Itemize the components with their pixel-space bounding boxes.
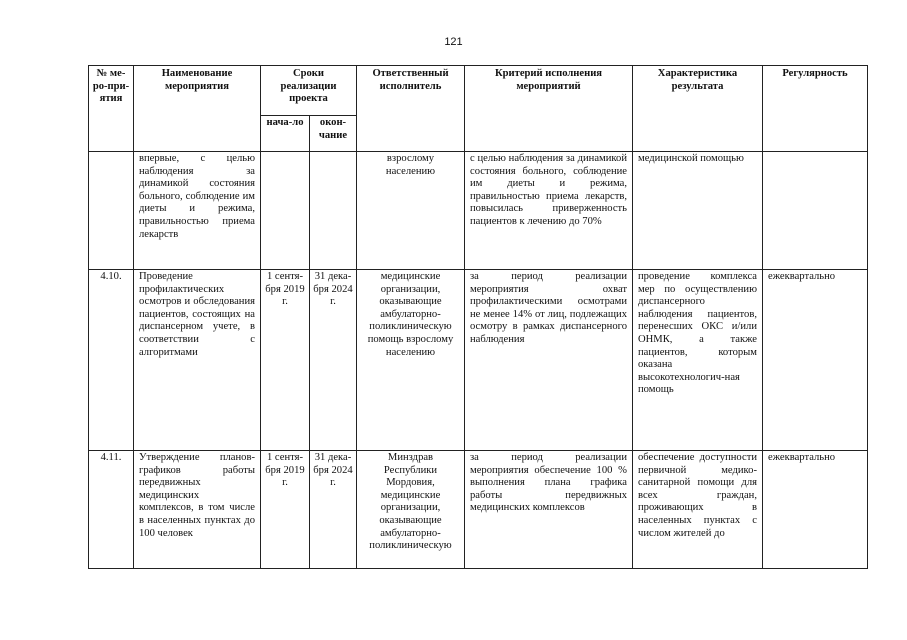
measures-table bbox=[88, 65, 868, 569]
page-number: 121 bbox=[444, 36, 463, 48]
cell-criterion: за период реализации мероприятия обеспечение 100 % выполнения плана графика работы передвижных медицинских комплексов bbox=[465, 451, 633, 569]
header-regularity: Регулярность bbox=[763, 66, 868, 152]
cell-name: Утверждение планов-графиков работы передвижных медицинских комплексов, в том числе в населенных пунктах до 100 человек bbox=[134, 451, 261, 569]
cell-end: 31 дека-бря 2024 г. bbox=[310, 270, 357, 451]
cell-result: обеспечение доступности первичной медико-санитарной помощи для всех граждан, проживающих в населенных пунктах с числом жителей до bbox=[633, 451, 763, 569]
cell-num bbox=[89, 152, 134, 270]
header-num: № ме-ро-при-ятия bbox=[89, 66, 134, 152]
header-terms: Сроки реализации проекта bbox=[261, 66, 357, 116]
cell-regularity bbox=[763, 152, 868, 270]
table-row bbox=[89, 451, 868, 569]
cell-responsible: медицинские организации, оказывающие амбулаторно-поликлиническую помощь взрослому населению bbox=[357, 270, 465, 451]
table-row bbox=[89, 152, 868, 270]
cell-result: проведение комплекса мер по осуществлению диспансерного наблюдения пациентов, перенесших ОКС и/или ОНМК, а также пациентов, которым оказана высокотехнологич-ная помощь bbox=[633, 270, 763, 451]
cell-end bbox=[310, 152, 357, 270]
header-criterion: Критерий исполнения мероприятий bbox=[465, 66, 633, 152]
cell-num: 4.11. bbox=[89, 451, 134, 569]
cell-end: 31 дека-бря 2024 г. bbox=[310, 451, 357, 569]
cell-name: Проведение профилактических осмотров и обследования пациентов, состоящих на диспансерном учете, в соответствии с алгоритмами bbox=[134, 270, 261, 451]
header-start: нача-ло bbox=[261, 116, 310, 152]
cell-responsible: Минздрав Республики Мордовия, медицинские организации, оказывающие амбулаторно-поликлиническую bbox=[357, 451, 465, 569]
table-row bbox=[89, 270, 868, 451]
cell-result: медицинской помощью bbox=[633, 152, 763, 270]
cell-criterion: с целью наблюдения за динамикой состояния больного, соблюдение им диеты и режима, правильностью приема лекарств, повысилась приверженность пациентов к лечению до 70% bbox=[465, 152, 633, 270]
header-responsible: Ответственный исполнитель bbox=[357, 66, 465, 152]
cell-responsible: взрослому населению bbox=[357, 152, 465, 270]
cell-regularity: ежеквартально bbox=[763, 451, 868, 569]
cell-start bbox=[261, 152, 310, 270]
cell-name: впервые, с целью наблюдения за динамикой состояния больного, соблюдение им диеты и режима, правильностью приема лекарств bbox=[134, 152, 261, 270]
cell-regularity: ежеквартально bbox=[763, 270, 868, 451]
cell-start: 1 сентя-бря 2019 г. bbox=[261, 270, 310, 451]
header-result: Характеристика результата bbox=[633, 66, 763, 152]
cell-start: 1 сентя-бря 2019 г. bbox=[261, 451, 310, 569]
header-end: окон-чание bbox=[310, 116, 357, 152]
cell-criterion: за период реализации мероприятия охват профилактическими осмотрами не менее 14% от лиц, подлежащих осмотру в рамках диспансерного наблюдения bbox=[465, 270, 633, 451]
header-name: Наименование мероприятия bbox=[134, 66, 261, 152]
cell-num: 4.10. bbox=[89, 270, 134, 451]
